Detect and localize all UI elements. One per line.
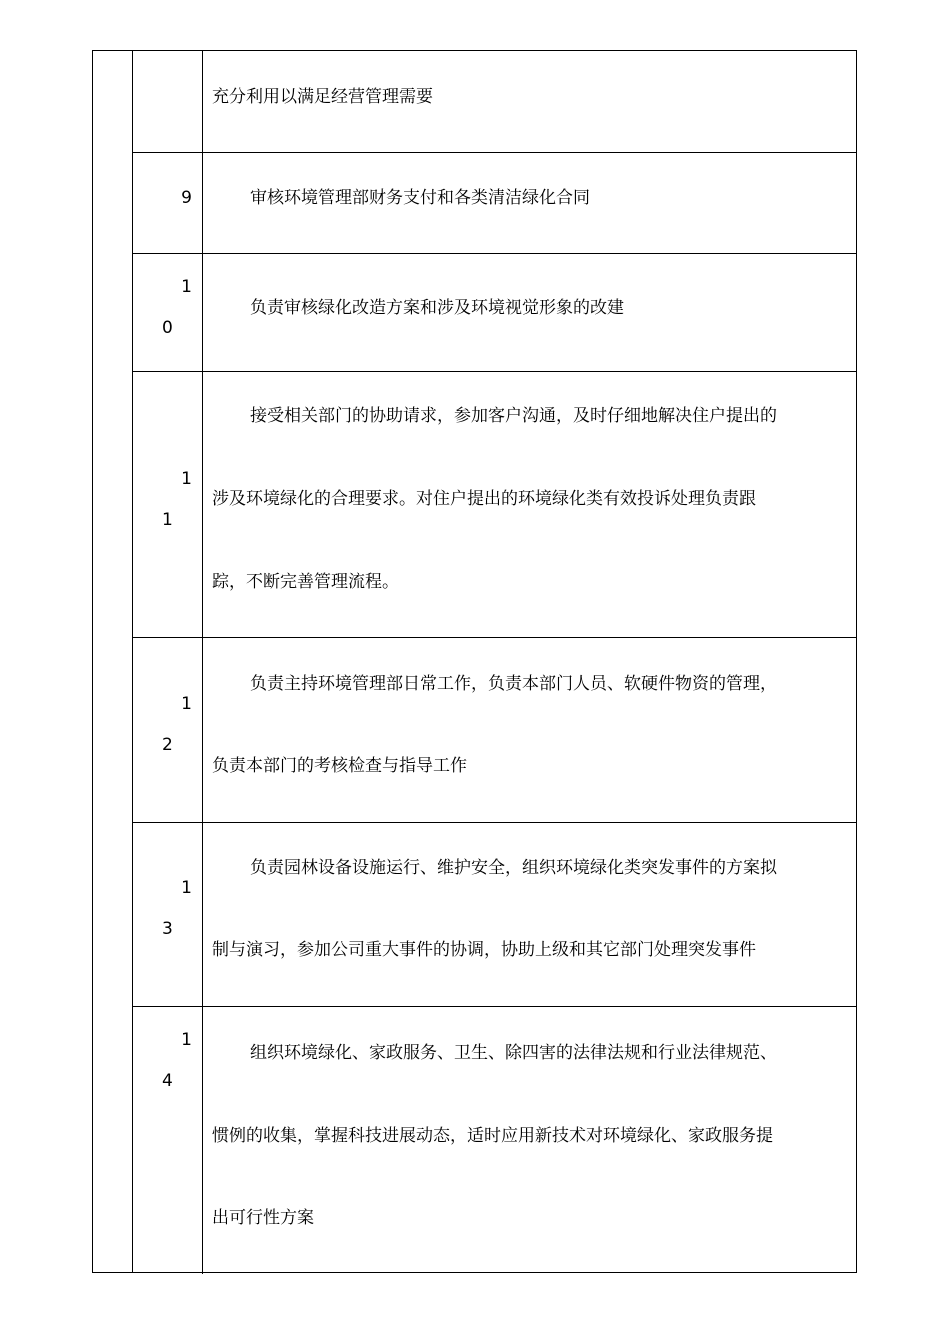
row-content-cell: [203, 372, 856, 637]
table-row: [133, 51, 856, 153]
content-line: 负责园林设备设施运行、维护安全，组织环境绿化类突发事件的方案拟: [250, 858, 777, 878]
content-line: 惯例的收集，掌握科技进展动态，适时应用新技术对环境绿化、家政服务提: [212, 1126, 773, 1146]
row-number-digit: 2: [162, 735, 173, 755]
content-line: 接受相关部门的协助请求，参加客户沟通，及时仔细地解决住户提出的: [250, 406, 777, 426]
row-number-digit: 1: [181, 878, 192, 898]
row-number-digit: 1: [181, 694, 192, 714]
row-number-cell: [133, 51, 203, 152]
duty-table: [92, 50, 857, 1273]
row-number-cell: [133, 254, 203, 371]
table-row: [133, 254, 856, 372]
table-row: [133, 372, 856, 638]
content-line: 负责审核绿化改造方案和涉及环境视觉形象的改建: [250, 298, 624, 318]
row-number-cell: [133, 823, 203, 1006]
row-number-digit: 1: [181, 469, 192, 489]
row-content-cell: [203, 638, 856, 822]
row-number-cell: [133, 1007, 203, 1274]
content-line: 出可行性方案: [212, 1208, 314, 1228]
content-line: 充分利用以满足经营管理需要: [212, 87, 433, 107]
row-number-digit: 1: [162, 510, 173, 530]
table-rows: [133, 51, 856, 1272]
row-number-digit: 0: [162, 318, 173, 338]
row-content-cell: [203, 51, 856, 152]
merged-empty-column: [93, 51, 133, 1272]
row-number-digit: 1: [181, 277, 192, 297]
table-row: [133, 823, 856, 1007]
row-number-cell: [133, 638, 203, 822]
content-line: 审核环境管理部财务支付和各类清洁绿化合同: [250, 188, 590, 208]
row-number-cell: [133, 153, 203, 253]
table-row: [133, 638, 856, 823]
row-content-cell: [203, 254, 856, 371]
content-line: 制与演习，参加公司重大事件的协调，协助上级和其它部门处理突发事件: [212, 940, 756, 960]
row-number-digit: 1: [181, 1030, 192, 1050]
row-number-digit: 4: [162, 1071, 173, 1091]
content-line: 组织环境绿化、家政服务、卫生、除四害的法律法规和行业法律规范、: [250, 1043, 777, 1063]
row-content-cell: [203, 823, 856, 1006]
content-line: 踪，不断完善管理流程。: [212, 572, 399, 592]
row-number: 9: [181, 188, 192, 208]
content-line: 负责主持环境管理部日常工作，负责本部门人员、软硬件物资的管理，: [250, 674, 777, 694]
table-row: [133, 153, 856, 254]
row-number-digit: 3: [162, 919, 173, 939]
row-content-cell: [203, 1007, 856, 1274]
row-number-cell: [133, 372, 203, 637]
row-content-cell: [203, 153, 856, 253]
content-line: 涉及环境绿化的合理要求。对住户提出的环境绿化类有效投诉处理负责跟: [212, 489, 756, 509]
table-row: [133, 1007, 856, 1274]
content-line: 负责本部门的考核检查与指导工作: [212, 756, 467, 776]
